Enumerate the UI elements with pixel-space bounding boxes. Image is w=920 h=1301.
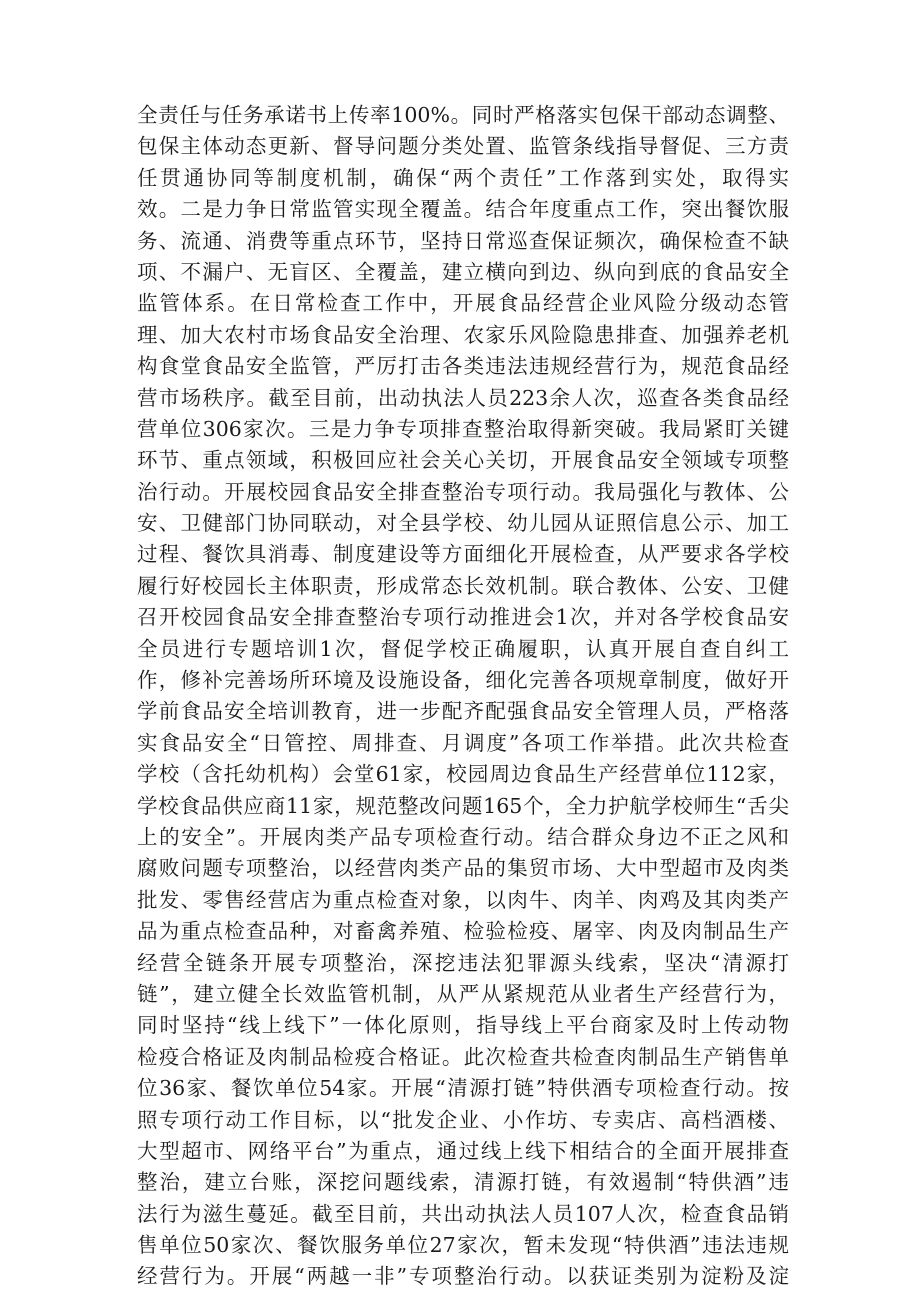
text-line: 环节、重点领域，积极回应社会关心关切，开展食品安全领域专项整 — [137, 448, 789, 473]
text-line: 经营行为。开展“两越一非”专项整治行动。以获证类别为淀粉及淀 — [137, 1264, 789, 1289]
text-line: 整治，建立台账，深挖问题线索，清源打链，有效遏制“特供酒”违 — [137, 1170, 789, 1195]
text-line: 学校（含托幼机构）会堂61家，校园周边食品生产经营单位112家， — [137, 762, 789, 787]
text-line: 包保主体动态更新、督导问题分类处置、监管条线指导督促、三方责 — [137, 134, 789, 159]
text-line: 全员进行专题培训1次，督促学校正确履职，认真开展自查自纠工 — [137, 636, 789, 661]
text-line: 位36家、餐饮单位54家。开展“清源打链”特供酒专项检查行动。按 — [137, 1076, 789, 1101]
text-line: 经营全链条开展专项整治，深挖违法犯罪源头线索，坚决“清源打 — [137, 950, 789, 975]
text-line: 务、流通、消费等重点环节，坚持日常巡查保证频次，确保检查不缺 — [137, 228, 789, 253]
text-line: 营市场秩序。截至目前，出动执法人员223余人次，巡查各类食品经 — [137, 385, 789, 410]
text-line: 监管体系。在日常检查工作中，开展食品经营企业风险分级动态管 — [137, 291, 789, 316]
text-line: 检疫合格证及肉制品检疫合格证。此次检查共检查肉制品生产销售单 — [137, 1044, 789, 1069]
text-line: 召开校园食品安全排查整治专项行动推进会1次，并对各学校食品安 — [137, 605, 789, 630]
text-line: 理、加大农村市场食品安全治理、农家乐风险隐患排查、加强养老机 — [137, 322, 789, 347]
text-line: 全责任与任务承诺书上传率100%。同时严格落实包保干部动态调整、 — [137, 103, 789, 127]
text-line: 治行动。开展校园食品安全排查整治专项行动。我局强化与教体、公 — [137, 479, 789, 504]
text-line: 大型超市、网络平台”为重点，通过线上线下相结合的全面开展排查 — [137, 1138, 789, 1163]
text-line: 任贯通协同等制度机制，确保“两个责任”工作落到实处，取得实 — [137, 165, 789, 190]
text-line: 项、不漏户、无盲区、全覆盖，建立横向到边、纵向到底的食品安全 — [137, 259, 789, 284]
text-line: 上的安全”。开展肉类产品专项检查行动。结合群众身边不正之风和 — [137, 824, 789, 849]
text-line: 过程、餐饮具消毒、制度建设等方面细化开展检查，从严要求各学校 — [137, 542, 789, 567]
body-text — [137, 100, 789, 1293]
text-line: 售单位50家次、餐饮服务单位27家次，暂未发现“特供酒”违法违规 — [137, 1233, 789, 1258]
text-line: 营单位306家次。三是力争专项排查整治取得新突破。我局紧盯关键 — [137, 416, 789, 441]
text-line: 作，修补完善场所环境及设施设备，细化完善各项规章制度，做好开 — [137, 668, 789, 693]
text-line: 构食堂食品安全监管，严厉打击各类违法违规经营行为，规范食品经 — [137, 354, 789, 379]
text-line: 实食品安全“日管控、周排查、月调度”各项工作举措。此次共检查 — [137, 730, 789, 755]
text-line: 腐败问题专项整治，以经营肉类产品的集贸市场、大中型超市及肉类 — [137, 856, 789, 881]
text-line: 法行为滋生蔓延。截至目前，共出动执法人员107人次，检查食品销 — [137, 1201, 789, 1226]
text-line: 安、卫健部门协同联动，对全县学校、幼儿园从证照信息公示、加工 — [137, 511, 789, 536]
text-line: 同时坚持“线上线下”一体化原则，指导线上平台商家及时上传动物 — [137, 1013, 789, 1038]
text-line: 照专项行动工作目标，以“批发企业、小作坊、专卖店、高档酒楼、 — [137, 1107, 789, 1132]
text-line: 学校食品供应商11家，规范整改问题165个，全力护航学校师生“舌尖 — [137, 793, 789, 818]
text-line: 链”，建立健全长效监管机制，从严从紧规范从业者生产经营行为， — [137, 981, 789, 1006]
text-line: 效。二是力争日常监管实现全覆盖。结合年度重点工作，突出餐饮服 — [137, 197, 789, 222]
text-line: 批发、零售经营店为重点检查对象，以肉牛、肉羊、肉鸡及其肉类产 — [137, 887, 789, 912]
text-line: 履行好校园长主体职责，形成常态长效机制。联合教体、公安、卫健 — [137, 573, 789, 598]
text-line: 品为重点检查品种，对畜禽养殖、检验检疫、屠宰、肉及肉制品生产 — [137, 919, 789, 944]
text-line: 学前食品安全培训教育，进一步配齐配强食品安全管理人员，严格落 — [137, 699, 789, 724]
